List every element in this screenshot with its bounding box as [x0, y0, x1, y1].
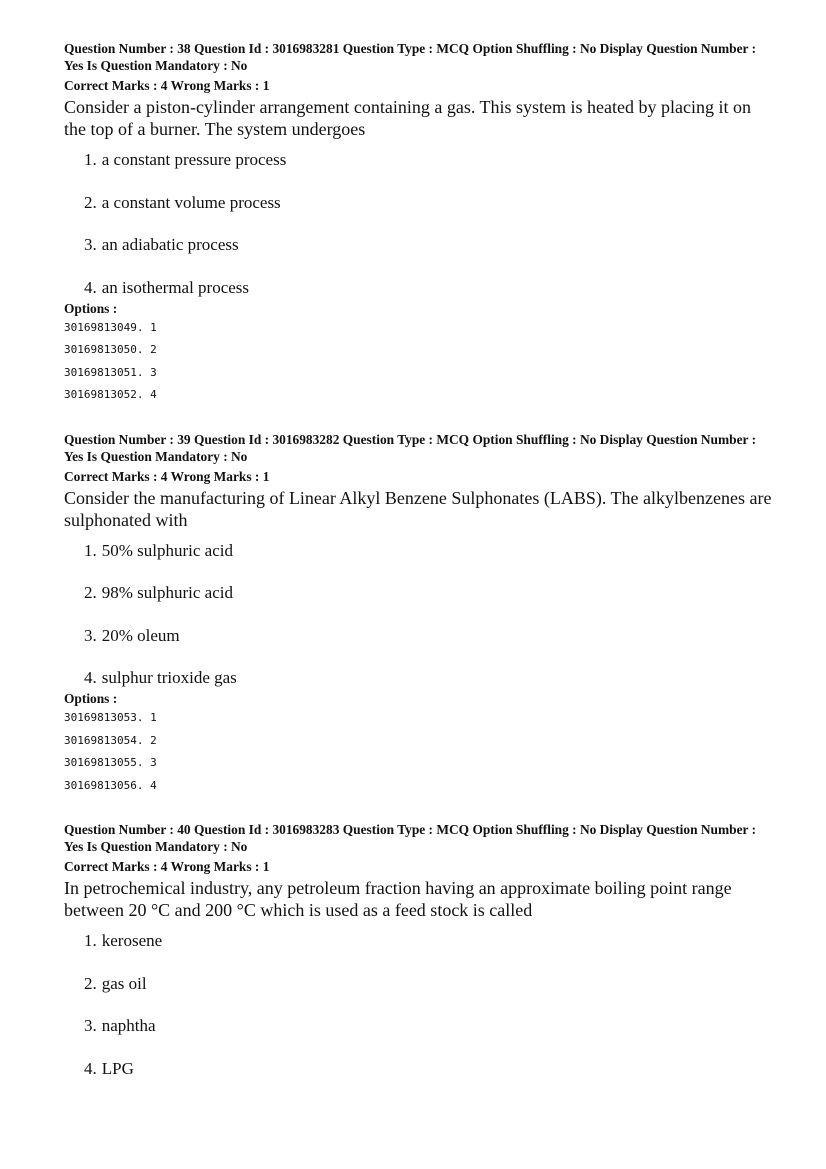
question-text: Consider the manufacturing of Linear Alkyl Benzene Sulphonates (LABS). The alkylbenzenes are sulphonated with — [64, 487, 772, 530]
option-id: 30169813050. 2 — [64, 343, 157, 356]
answer-choice-2: 2. 98% sulphuric acid — [84, 583, 233, 602]
option-id: 30169813053. 1 — [64, 711, 157, 724]
question-text: Consider a piston-cylinder arrangement containing a gas. This system is heated by placing it on the top of a burner. The system undergoes — [64, 97, 752, 139]
question-paper-page — [64, 40, 774, 1105]
options-label: Options : — [64, 691, 118, 706]
answer-choice-1: 1. 50% sulphuric acid — [84, 540, 233, 560]
question-text: In petrochemical industry, any petroleum fraction having an approximate boiling point range between 20 °C and 200 °C which is used as a feed stock is called — [64, 878, 732, 920]
option-id: 30169813055. 3 — [64, 756, 157, 769]
question-marks: Correct Marks : 4 Wrong Marks : 1 — [64, 859, 270, 874]
answer-choice-1: 1. kerosene — [84, 931, 163, 950]
answer-choice-4: 4. sulphur trioxide gas — [84, 668, 237, 687]
option-id: 30169813052. 4 — [64, 388, 157, 401]
option-id: 30169813049. 1 — [64, 320, 157, 334]
question-40 — [64, 821, 774, 1081]
answer-choices — [84, 931, 774, 1081]
answer-choices — [84, 541, 774, 691]
question-marks: Correct Marks : 4 Wrong Marks : 1 — [64, 78, 270, 93]
question-38 — [64, 40, 774, 407]
answer-choice-2: 2. a constant volume process — [84, 192, 281, 212]
question-meta: Question Number : 40 Question Id : 3016983283 Question Type : MCQ Option Shuffling : No Display Question Number : Yes Is Question Mandatory : No — [64, 822, 757, 854]
answer-choice-4: 4. LPG — [84, 1058, 134, 1078]
answer-choice-3: 3. naphtha — [84, 1016, 156, 1035]
answer-choice-4: 4. an isothermal process — [84, 277, 250, 297]
answer-choice-3: 3. 20% oleum — [84, 625, 180, 645]
options-label: Options : — [64, 300, 118, 316]
answer-choice-1: 1. a constant pressure process — [84, 150, 287, 169]
answer-choices — [84, 150, 774, 300]
answer-choice-3: 3. an adiabatic process — [84, 235, 239, 254]
question-meta: Question Number : 38 Question Id : 3016983281 Question Type : MCQ Option Shuffling : No Display Question Number : Yes Is Question Mandatory : No — [64, 41, 757, 73]
question-marks: Correct Marks : 4 Wrong Marks : 1 — [64, 468, 270, 484]
option-id: 30169813051. 3 — [64, 365, 157, 379]
option-id: 30169813056. 4 — [64, 778, 157, 792]
question-39 — [64, 431, 774, 798]
option-id: 30169813054. 2 — [64, 733, 157, 747]
answer-choice-2: 2. gas oil — [84, 973, 147, 993]
question-meta: Question Number : 39 Question Id : 3016983282 Question Type : MCQ Option Shuffling : No Display Question Number : Yes Is Question Mandatory : No — [64, 431, 757, 464]
